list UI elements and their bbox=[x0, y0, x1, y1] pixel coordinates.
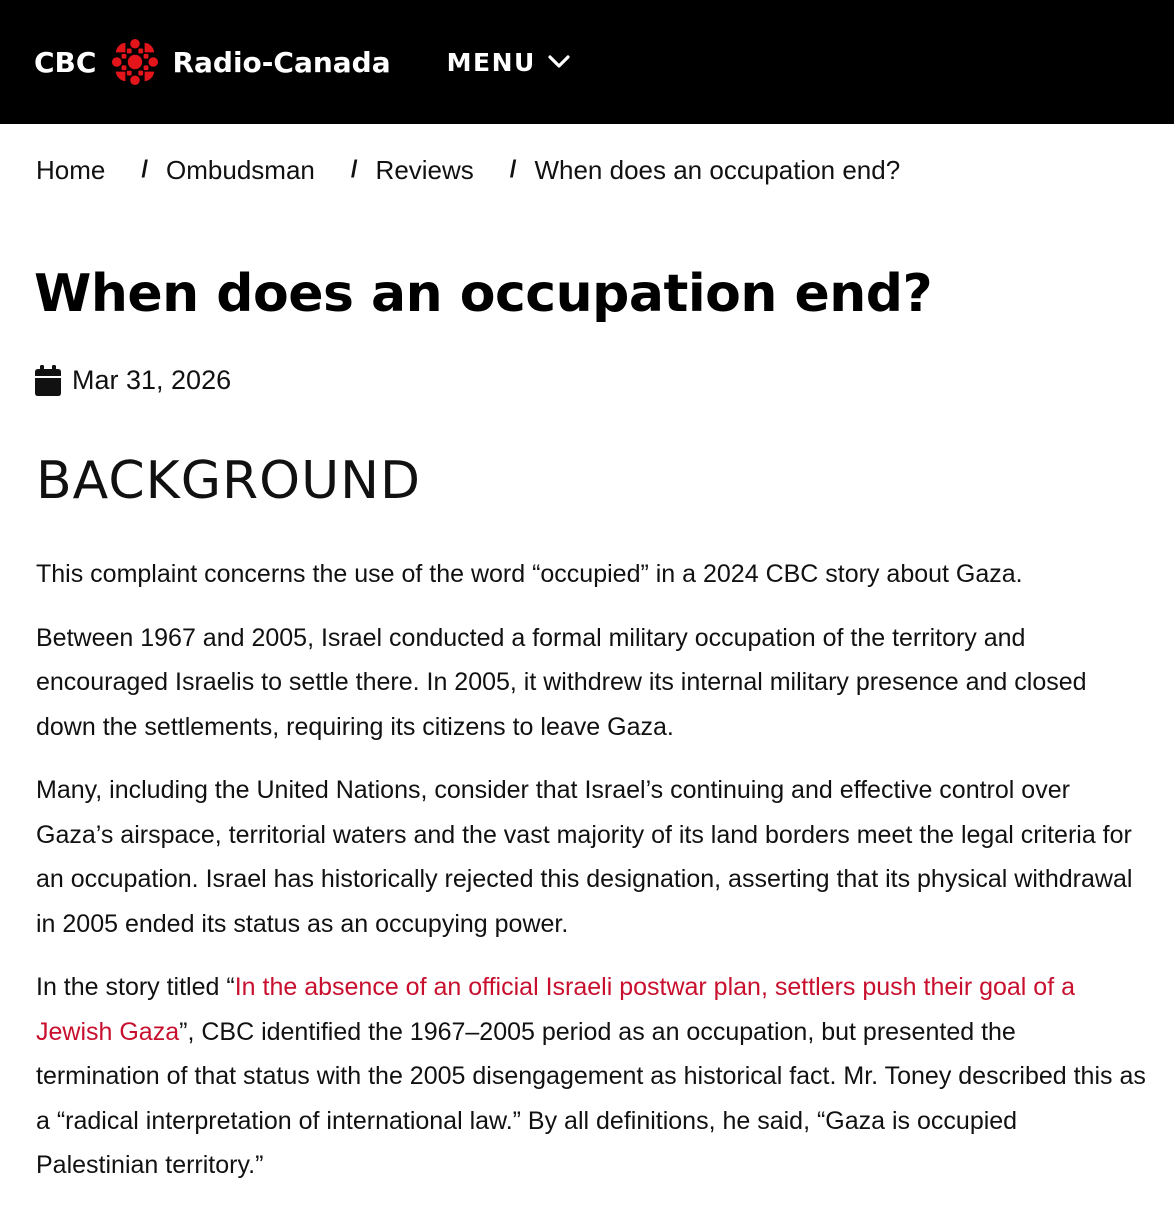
paragraph-4 bbox=[36, 965, 1146, 1188]
menu-button[interactable] bbox=[447, 48, 570, 77]
breadcrumb-separator: / bbox=[509, 156, 517, 183]
brand-cbc-text: CBC bbox=[34, 45, 97, 79]
breadcrumb-reviews[interactable]: Reviews bbox=[375, 154, 474, 185]
paragraph-4-rest: ”, CBC identified the 1967–2005 period as an occupation, but presented the termination of that status with the 2005 disengagement as historical fact. Mr. Toney described this as a “radical interpretation of international law.” By all definitions, he said, “Gaza is occupied Palestinian territory.” bbox=[36, 1017, 1146, 1179]
paragraph-2: Between 1967 and 2005, Israel conducted a formal military occupation of the territory and encouraged Israelis to settle there. In 2005, it withdrew its internal military presence and closed down the settlements, requiring its citizens to leave Gaza. bbox=[36, 623, 1087, 741]
breadcrumb-ombudsman[interactable]: Ombudsman bbox=[166, 154, 315, 185]
site-header bbox=[0, 0, 1174, 124]
page-title: When does an occupation end? bbox=[34, 264, 933, 324]
calendar-icon bbox=[34, 364, 62, 396]
section-heading-background: BACKGROUND bbox=[36, 451, 422, 511]
breadcrumb bbox=[36, 155, 900, 185]
cbc-radio-canada-logo[interactable] bbox=[34, 38, 391, 86]
article-body bbox=[36, 552, 1146, 1207]
paragraph-3: Many, including the United Nations, consider that Israel’s continuing and effective control over Gaza’s airspace, territorial waters and the vast majority of its land borders meet the legal criteria for an occupation. Israel has historically rejected this designation, asserting that its physical withdrawal in 2005 ended its status as an occupying power. bbox=[36, 776, 1133, 938]
breadcrumb-separator: / bbox=[141, 156, 149, 183]
story-link[interactable]: In the absence of an official Israeli postwar plan, settlers push their goal of a Jewish Gaza bbox=[36, 973, 1076, 1046]
breadcrumb-separator: / bbox=[350, 156, 358, 183]
menu-label: MENU bbox=[446, 47, 536, 77]
date-text: Mar 31, 2026 bbox=[72, 364, 232, 395]
brand-radio-canada-text: Radio-Canada bbox=[172, 45, 391, 79]
publish-date bbox=[34, 364, 231, 396]
cbc-gem-icon bbox=[111, 38, 159, 86]
paragraph-1: This complaint concerns the use of the word “occupied” in a 2024 CBC story about Gaza. bbox=[36, 560, 1023, 588]
chevron-down-icon bbox=[548, 54, 570, 70]
paragraph-4-lead: In the story titled “ bbox=[36, 973, 235, 1001]
breadcrumb-current-page: When does an occupation end? bbox=[534, 154, 901, 185]
breadcrumb-home[interactable]: Home bbox=[36, 154, 106, 185]
